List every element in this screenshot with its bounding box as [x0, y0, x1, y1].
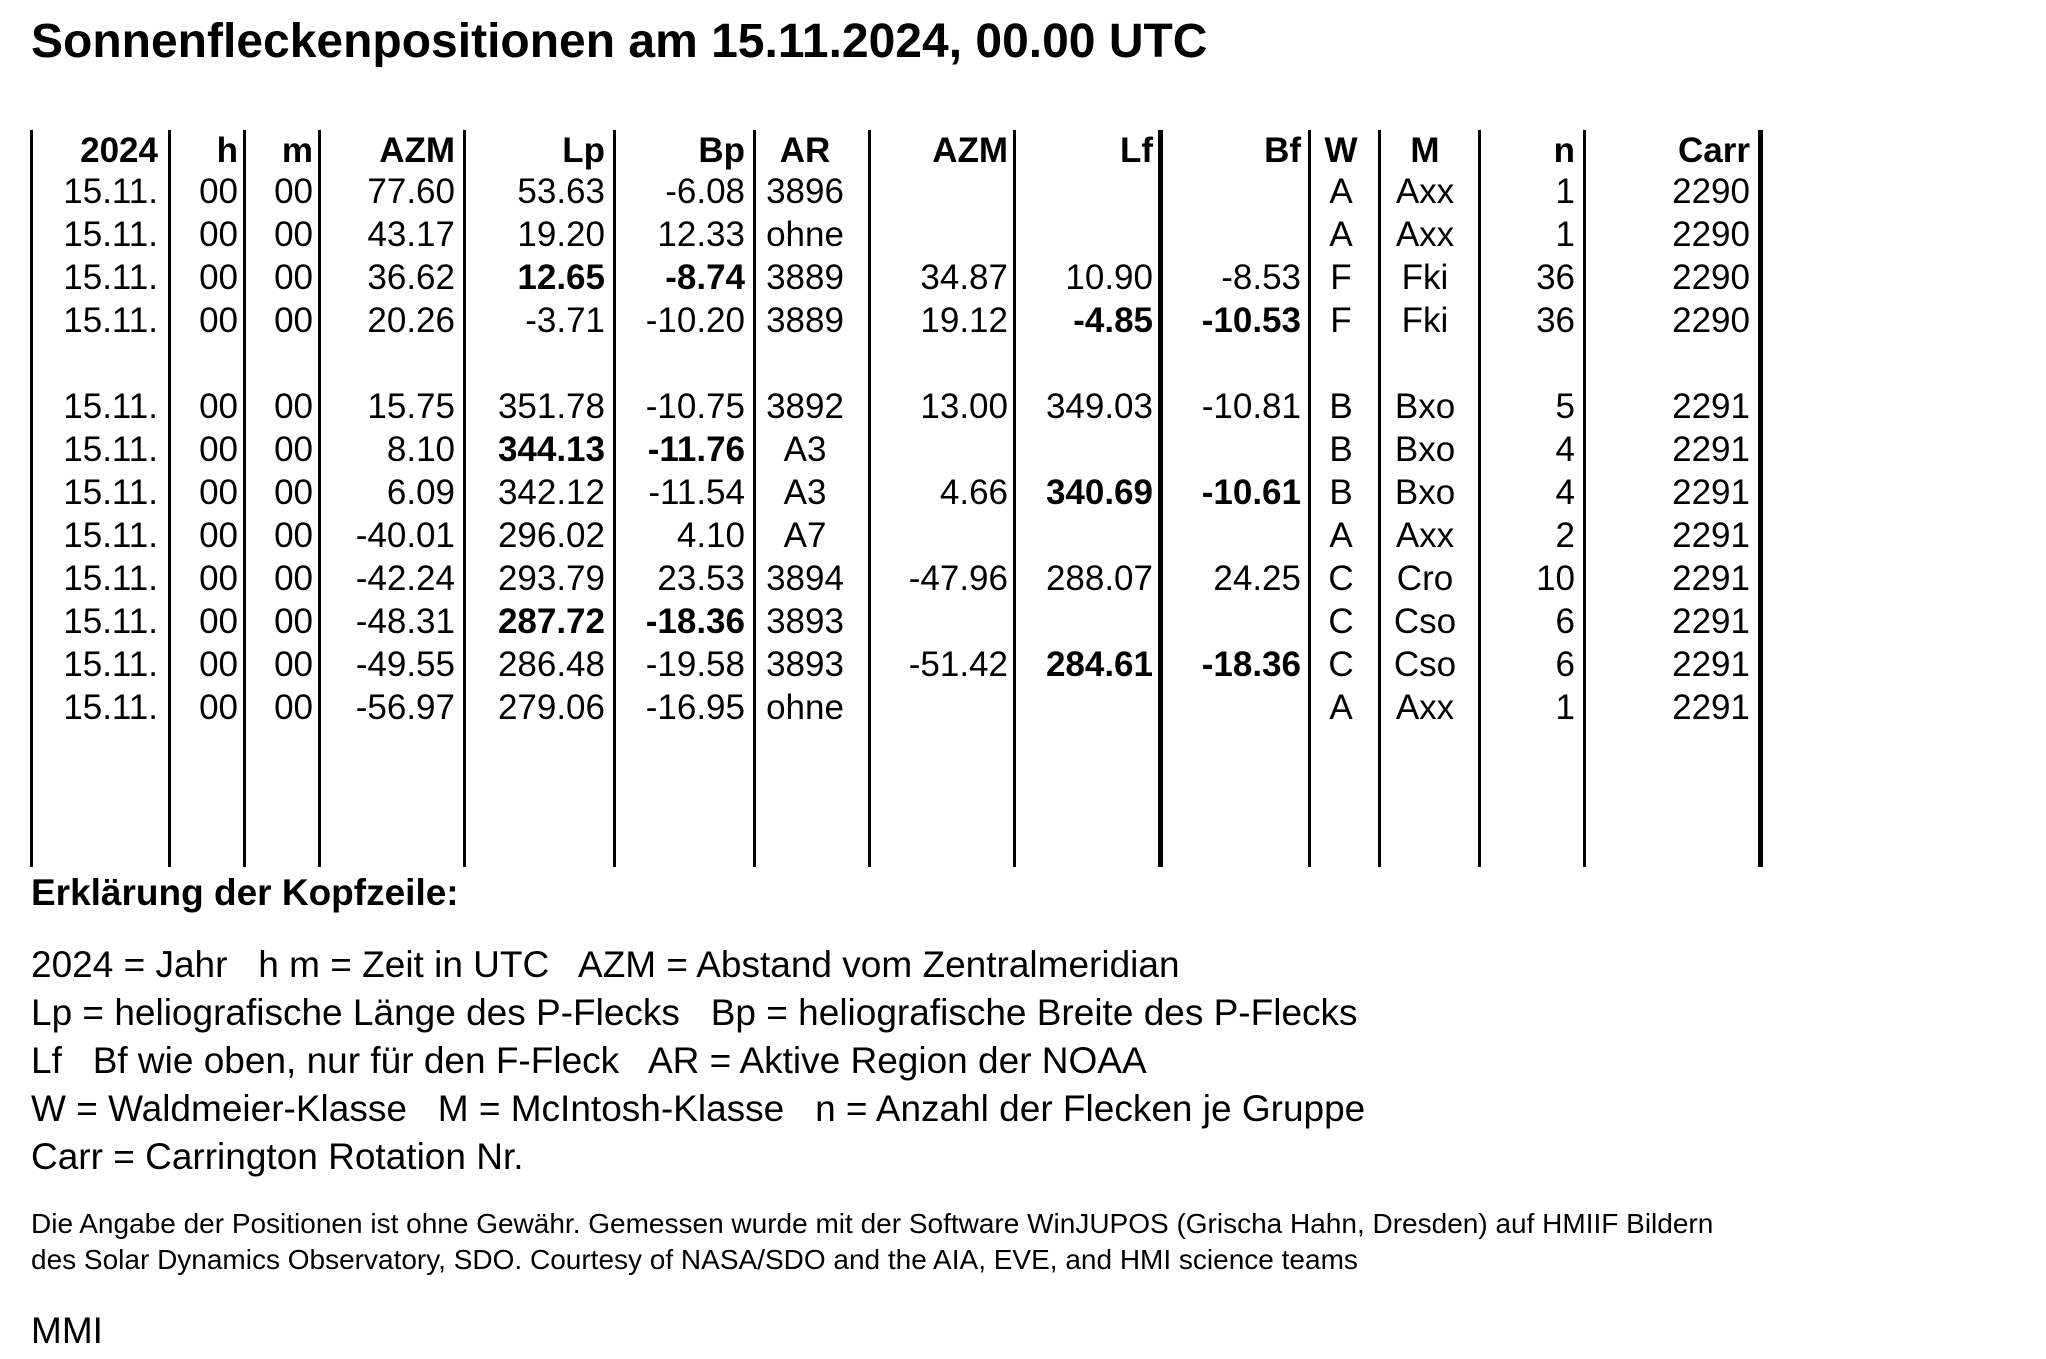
cell-ar: 3892: [766, 387, 844, 426]
cell-ar: 3893: [766, 602, 844, 641]
cell-bp: -11.54: [648, 473, 745, 512]
table-row: [30, 257, 1775, 299]
cell-lp: 342.12: [497, 473, 605, 512]
header-date: 2024: [80, 131, 158, 170]
cell-lp: 344.13: [497, 430, 605, 469]
cell-carr: 2290: [1672, 258, 1750, 297]
cell-bf: -18.36: [1201, 645, 1301, 684]
cell-w: B: [1329, 387, 1353, 426]
cell-date: 15.11.: [63, 516, 158, 555]
table-row: [30, 171, 1775, 213]
cell-azm-f: [870, 429, 1008, 471]
cell-carr: 2290: [1672, 215, 1750, 254]
cell-minute: 00: [274, 387, 313, 426]
cell-azm-f: 19.12: [920, 301, 1008, 340]
cell-w: C: [1328, 645, 1354, 684]
cell-hour: 00: [199, 688, 238, 727]
cell-carr: 2291: [1672, 688, 1750, 727]
header-hour: h: [216, 131, 238, 170]
cell-m: Cso: [1393, 602, 1457, 641]
cell-bp: 23.53: [657, 559, 745, 598]
cell-carr: 2290: [1672, 301, 1750, 340]
cell-minute: 00: [274, 473, 313, 512]
cell-azm-p: 15.75: [367, 387, 455, 426]
cell-date: 15.11.: [63, 387, 158, 426]
cell-lf: 288.07: [1045, 559, 1153, 598]
cell-azm-f: -47.96: [908, 559, 1008, 598]
cell-lp: 12.65: [517, 258, 605, 297]
cell-n: 36: [1536, 301, 1575, 340]
cell-date: 15.11.: [63, 688, 158, 727]
header-lp: Lp: [562, 131, 605, 170]
cell-minute: 00: [274, 258, 313, 297]
cell-date: 15.11.: [63, 602, 158, 641]
cell-azm-p: -42.24: [355, 559, 455, 598]
cell-carr: 2291: [1672, 430, 1750, 469]
header-bf: Bf: [1264, 131, 1301, 170]
cell-w: B: [1329, 430, 1353, 469]
cell-azm-p: -40.01: [355, 516, 455, 555]
cell-m: Fki: [1401, 258, 1449, 297]
cell-n: 5: [1555, 387, 1575, 426]
cell-n: 10: [1536, 559, 1575, 598]
cell-hour: 00: [199, 473, 238, 512]
header-w: W: [1324, 131, 1358, 170]
cell-hour: 00: [199, 516, 238, 555]
cell-lp: 296.02: [497, 516, 605, 555]
cell-bp: -18.36: [645, 602, 745, 641]
cell-n: 4: [1555, 430, 1575, 469]
header-n: n: [1553, 131, 1575, 170]
table-header-row: [30, 130, 1775, 172]
cell-minute: 00: [274, 430, 313, 469]
cell-lp: 286.48: [497, 645, 605, 684]
cell-m: Bxo: [1394, 473, 1456, 512]
cell-ar: 3893: [766, 645, 844, 684]
cell-m: Bxo: [1394, 430, 1456, 469]
table-row: [30, 644, 1775, 686]
cell-ar: A3: [783, 473, 827, 512]
cell-lf: [1015, 214, 1153, 256]
cell-minute: 00: [274, 516, 313, 555]
cell-bf: [1163, 171, 1301, 213]
cell-carr: 2290: [1672, 172, 1750, 211]
cell-hour: 00: [199, 602, 238, 641]
cell-w: A: [1329, 215, 1353, 254]
cell-azm-p: 20.26: [367, 301, 455, 340]
cell-carr: 2291: [1672, 387, 1750, 426]
header-azm-f: AZM: [932, 131, 1008, 170]
cell-bf: [1163, 429, 1301, 471]
cell-carr: 2291: [1672, 473, 1750, 512]
cell-lf: 349.03: [1045, 387, 1153, 426]
cell-m: Bxo: [1394, 387, 1456, 426]
cell-minute: 00: [274, 301, 313, 340]
cell-lp: 53.63: [517, 172, 605, 211]
cell-date: 15.11.: [63, 473, 158, 512]
cell-carr: 2291: [1672, 602, 1750, 641]
cell-ar: 3896: [766, 172, 844, 211]
cell-date: 15.11.: [63, 645, 158, 684]
cell-ar: 3889: [766, 301, 844, 340]
disclaimer-line: des Solar Dynamics Observatory, SDO. Courtesy of NASA/SDO and the AIA, EVE, and HMI science teams: [31, 1244, 1358, 1275]
cell-w: A: [1329, 688, 1353, 727]
cell-azm-f: [870, 214, 1008, 256]
cell-azm-p: 36.62: [367, 258, 455, 297]
cell-hour: 00: [199, 387, 238, 426]
cell-bf: [1163, 601, 1301, 643]
header-minute: m: [281, 131, 313, 170]
table-row: [30, 515, 1775, 557]
cell-date: 15.11.: [63, 215, 158, 254]
cell-ar: 3889: [766, 258, 844, 297]
cell-n: 1: [1555, 688, 1575, 727]
cell-n: 4: [1555, 473, 1575, 512]
header-ar: AR: [779, 131, 831, 170]
cell-bp: -8.74: [665, 258, 745, 297]
cell-bf: [1163, 214, 1301, 256]
cell-n: 1: [1555, 215, 1575, 254]
cell-azm-p: 6.09: [386, 473, 455, 512]
cell-lf: [1015, 429, 1153, 471]
cell-m: Cso: [1393, 645, 1457, 684]
cell-w: C: [1328, 602, 1354, 641]
cell-m: Axx: [1395, 688, 1455, 727]
cell-bp: 4.10: [676, 516, 745, 555]
cell-w: F: [1330, 258, 1352, 297]
cell-carr: 2291: [1672, 645, 1750, 684]
cell-bp: -6.08: [665, 172, 745, 211]
cell-ar: 3894: [766, 559, 844, 598]
cell-bf: -10.61: [1201, 473, 1301, 512]
cell-bp: -10.75: [645, 387, 745, 426]
cell-hour: 00: [199, 301, 238, 340]
cell-hour: 00: [199, 559, 238, 598]
legend-title: Erklärung der Kopfzeile:: [31, 872, 459, 913]
cell-ar: ohne: [766, 215, 844, 254]
cell-bp: -19.58: [645, 645, 745, 684]
cell-bf: -8.53: [1221, 258, 1301, 297]
cell-hour: 00: [199, 430, 238, 469]
cell-minute: 00: [274, 215, 313, 254]
legend-line: W = Waldmeier-Klasse M = McIntosh-Klasse n = Anzahl der Flecken je Gruppe: [31, 1088, 1366, 1129]
cell-lp: 351.78: [497, 387, 605, 426]
cell-azm-f: 13.00: [920, 387, 1008, 426]
cell-m: Fki: [1401, 301, 1449, 340]
cell-azm-f: [870, 171, 1008, 213]
cell-bf: [1163, 515, 1301, 557]
cell-azm-f: 34.87: [920, 258, 1008, 297]
legend-line: 2024 = Jahr h m = Zeit in UTC AZM = Abstand vom Zentralmeridian: [31, 944, 1180, 985]
cell-date: 15.11.: [63, 172, 158, 211]
table-row: [30, 429, 1775, 471]
legend-line: Carr = Carrington Rotation Nr.: [31, 1136, 524, 1177]
cell-w: C: [1328, 559, 1354, 598]
cell-lp: -3.71: [525, 301, 605, 340]
cell-lp: 19.20: [517, 215, 605, 254]
cell-hour: 00: [199, 258, 238, 297]
cell-bp: -16.95: [645, 688, 745, 727]
cell-lp: 279.06: [497, 688, 605, 727]
cell-m: Axx: [1395, 215, 1455, 254]
cell-lf: -4.85: [1073, 301, 1153, 340]
cell-azm-p: -49.55: [355, 645, 455, 684]
header-bp: Bp: [698, 131, 745, 170]
table-row: [30, 386, 1775, 428]
cell-bf: -10.53: [1201, 301, 1301, 340]
cell-date: 15.11.: [63, 559, 158, 598]
signature: MMI: [31, 1310, 103, 1351]
cell-bf: [1163, 687, 1301, 729]
cell-minute: 00: [274, 645, 313, 684]
cell-ar: A3: [783, 430, 827, 469]
cell-n: 6: [1555, 602, 1575, 641]
cell-hour: 00: [199, 172, 238, 211]
cell-date: 15.11.: [63, 430, 158, 469]
cell-date: 15.11.: [63, 301, 158, 340]
cell-bp: -10.20: [645, 301, 745, 340]
header-lf: Lf: [1119, 131, 1153, 170]
cell-n: 6: [1555, 645, 1575, 684]
cell-azm-p: 8.10: [386, 430, 455, 469]
page-title: Sonnenfleckenpositionen am 15.11.2024, 00.00 UTC: [31, 15, 1208, 68]
legend-line: Lp = heliografische Länge des P-Flecks Bp = heliografische Breite des P-Flecks: [31, 992, 1358, 1033]
cell-bf: -10.81: [1201, 387, 1301, 426]
cell-w: B: [1329, 473, 1353, 512]
cell-date: 15.11.: [63, 258, 158, 297]
cell-lf: [1015, 601, 1153, 643]
cell-ar: A7: [783, 516, 827, 555]
cell-lf: 340.69: [1045, 473, 1153, 512]
cell-lf: [1015, 515, 1153, 557]
cell-lp: 287.72: [497, 602, 605, 641]
legend-line: Lf Bf wie oben, nur für den F-Fleck AR = Aktive Region der NOAA: [31, 1040, 1147, 1081]
cell-m: Cro: [1396, 559, 1454, 598]
sunspot-table: [30, 130, 1775, 867]
table-row: [30, 687, 1775, 729]
table-row: [30, 558, 1775, 600]
cell-azm-p: 77.60: [367, 172, 455, 211]
cell-m: Axx: [1395, 516, 1455, 555]
cell-azm-p: -56.97: [355, 688, 455, 727]
cell-azm-f: -51.42: [908, 645, 1008, 684]
cell-azm-p: 43.17: [367, 215, 455, 254]
disclaimer-line: Die Angabe der Positionen ist ohne Gewähr. Gemessen wurde mit der Software WinJUPOS (Grischa Hahn, Dresden) auf HMIIF Bildern: [31, 1208, 1714, 1239]
cell-bp: -11.76: [647, 430, 745, 469]
header-m: M: [1410, 131, 1440, 170]
cell-lf: [1015, 687, 1153, 729]
table-row: [30, 472, 1775, 514]
cell-w: A: [1329, 516, 1353, 555]
cell-w: F: [1330, 301, 1352, 340]
cell-n: 2: [1555, 516, 1575, 555]
cell-m: Axx: [1395, 172, 1455, 211]
cell-n: 36: [1536, 258, 1575, 297]
cell-n: 1: [1555, 172, 1575, 211]
cell-bf: 24.25: [1213, 559, 1301, 598]
cell-bp: 12.33: [657, 215, 745, 254]
cell-hour: 00: [199, 645, 238, 684]
cell-minute: 00: [274, 559, 313, 598]
cell-azm-f: [870, 687, 1008, 729]
cell-lf: 10.90: [1065, 258, 1153, 297]
table-row: [30, 601, 1775, 643]
table-row: [30, 214, 1775, 256]
cell-azm-f: [870, 601, 1008, 643]
cell-w: A: [1329, 172, 1353, 211]
cell-minute: 00: [274, 172, 313, 211]
cell-lf: [1015, 171, 1153, 213]
cell-lp: 293.79: [497, 559, 605, 598]
cell-azm-f: 4.66: [939, 473, 1008, 512]
cell-lf: 284.61: [1045, 645, 1153, 684]
cell-ar: ohne: [766, 688, 844, 727]
cell-carr: 2291: [1672, 516, 1750, 555]
cell-carr: 2291: [1672, 559, 1750, 598]
cell-minute: 00: [274, 688, 313, 727]
header-carr: Carr: [1678, 131, 1750, 170]
cell-azm-p: -48.31: [355, 602, 455, 641]
table-row: [30, 300, 1775, 342]
header-azm-p: AZM: [379, 131, 455, 170]
cell-hour: 00: [199, 215, 238, 254]
cell-minute: 00: [274, 602, 313, 641]
cell-azm-f: [870, 515, 1008, 557]
